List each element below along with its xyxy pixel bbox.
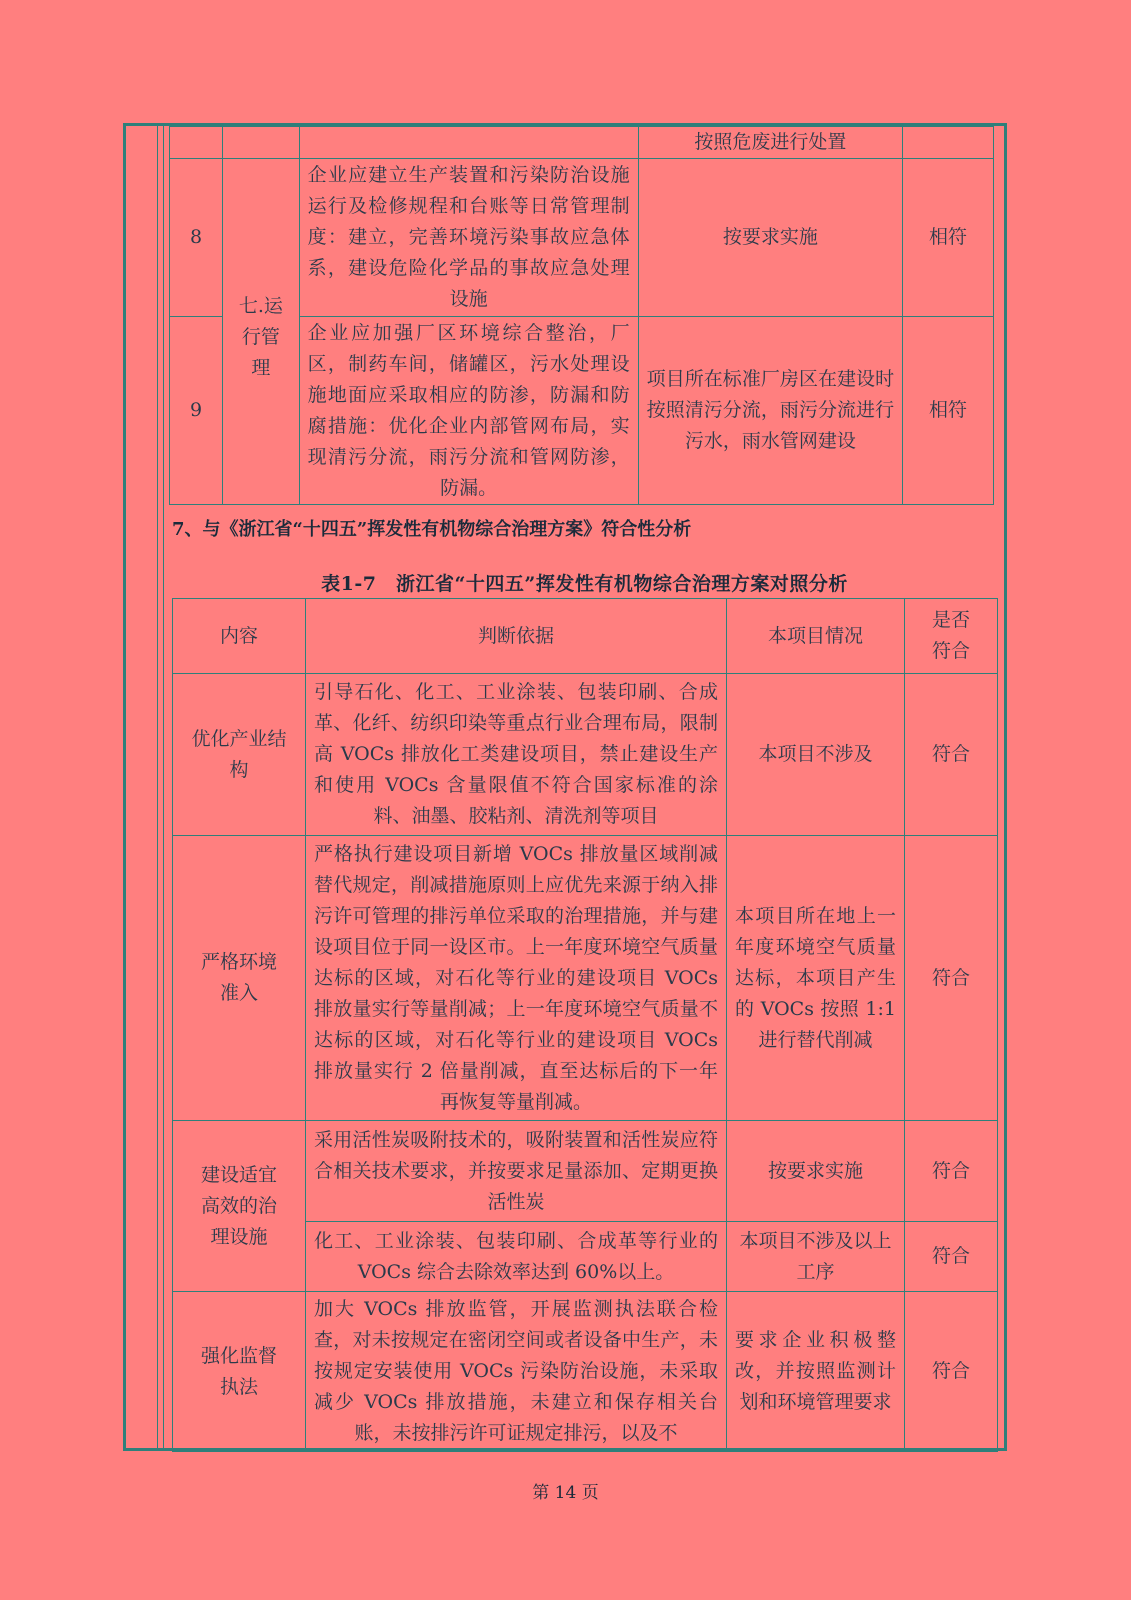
requirement-cell <box>299 127 638 159</box>
measure-cell: 按要求实施 <box>638 159 902 317</box>
situation-cell: 本项目不涉及以上工序 <box>727 1222 905 1292</box>
basis-cell: 引导石化、化工、工业涂装、包装印刷、合成革、化纤、纺织印染等重点行业合理布局，限制高 VOCs 排放化工类建设项目，禁止建设生产和使用 VOCs 含量限值不符合国家标准的涂料、油墨、胶粘剂、清洗剂等项目 <box>306 674 727 836</box>
measure-cell: 项目所在标准厂房区在建设时按照清污分流，雨污分流进行污水，雨水管网建设 <box>638 317 902 505</box>
situation-cell: 按要求实施 <box>727 1121 905 1222</box>
situation-cell: 要求企业积极整改，并按照监测计划和环境管理要求 <box>727 1292 905 1452</box>
measure-cell: 按照危废进行处置 <box>638 127 902 159</box>
no-cell <box>170 127 223 159</box>
table-row <box>170 159 994 317</box>
conform-cell: 符合 <box>905 674 998 836</box>
basis-cell: 采用活性炭吸附技术的，吸附装置和活性炭应符合相关技术要求，并按要求足量添加、定期更换活性炭 <box>306 1121 727 1222</box>
conform-cell: 符合 <box>905 1292 998 1452</box>
table-caption: 表1-7 浙江省“十四五”挥发性有机物综合治理方案对照分析 <box>321 573 848 595</box>
no-cell: 8 <box>170 159 223 317</box>
situation-cell: 本项目不涉及 <box>727 674 905 836</box>
basis-cell: 严格执行建设项目新增 VOCs 排放量区域削减替代规定，削减措施原则上应优先来源于纳入排污许可管理的排污单位采取的治理措施，并与建设项目位于同一设区市。上一年度环境空气质量达标的区域，对石化等行业的建设项目 VOCs 排放量实行等量削减；上一年度环境空气质量不达标的区域，对石化等行业的建设项目 VOCs 排放量实行 2 倍量削减，直至达标后的下一年再恢复等量削减。 <box>306 836 727 1121</box>
situation-cell: 本项目所在地上一年度环境空气质量达标，本项目产生的 VOCs 按照 1:1 进行替代削减 <box>727 836 905 1121</box>
section-title: 7、与《浙江省“十四五”挥发性有机物综合治理方案》符合性分析 <box>172 519 692 540</box>
header-conform: 是否 符合 <box>905 599 998 674</box>
conform-cell: 符合 <box>905 836 998 1121</box>
no-cell: 9 <box>170 317 223 505</box>
frame-rule-left-inner <box>163 125 164 1450</box>
result-cell <box>903 127 994 159</box>
result-cell: 相符 <box>903 317 994 505</box>
table-header-row <box>173 599 998 674</box>
table-row <box>173 674 998 836</box>
header-content: 内容 <box>173 599 306 674</box>
category-cell: 七.运 行管 理 <box>223 159 300 505</box>
conform-cell: 符合 <box>905 1121 998 1222</box>
frame-rule-left <box>157 125 158 1450</box>
content-cell: 建设适宜 高效的治 理设施 <box>173 1121 306 1292</box>
table-row <box>173 836 998 1121</box>
header-basis: 判断依据 <box>306 599 727 674</box>
result-cell: 相符 <box>903 159 994 317</box>
conform-cell: 符合 <box>905 1222 998 1292</box>
table-row <box>170 127 994 159</box>
content-cell: 强化监督 执法 <box>173 1292 306 1452</box>
content-cell: 优化产业结 构 <box>173 674 306 836</box>
page-number: 第 14 页 <box>532 1483 599 1503</box>
requirement-cell: 企业应建立生产装置和污染防治设施运行及检修规程和台账等日常管理制度：建立，完善环境污染事故应急体系，建设危险化学品的事故应急处理设施 <box>299 159 638 317</box>
header-situation: 本项目情况 <box>727 599 905 674</box>
basis-cell: 化工、工业涂装、包装印刷、合成革等行业的 VOCs 综合去除效率达到 60%以上。 <box>306 1222 727 1292</box>
basis-cell: 加大 VOCs 排放监管，开展监测执法联合检查，对未按规定在密闭空间或者设备中生产，未按规定安装使用 VOCs 污染防治设施，未采取减少 VOCs 排放措施，未建立和保存相关台账，未按排污许可证规定排污，以及不 <box>306 1292 727 1452</box>
table-row <box>173 1121 998 1222</box>
voc-compliance-table <box>172 598 998 1452</box>
compliance-table-top <box>169 126 994 505</box>
requirement-cell: 企业应加强厂区环境综合整治，厂区，制药车间，储罐区，污水处理设施地面应采取相应的防渗，防漏和防腐措施：优化企业内部管网布局，实现清污分流，雨污分流和管网防渗，防漏。 <box>299 317 638 505</box>
content-cell: 严格环境 准入 <box>173 836 306 1121</box>
table-row <box>173 1292 998 1452</box>
category-cell <box>223 127 300 159</box>
